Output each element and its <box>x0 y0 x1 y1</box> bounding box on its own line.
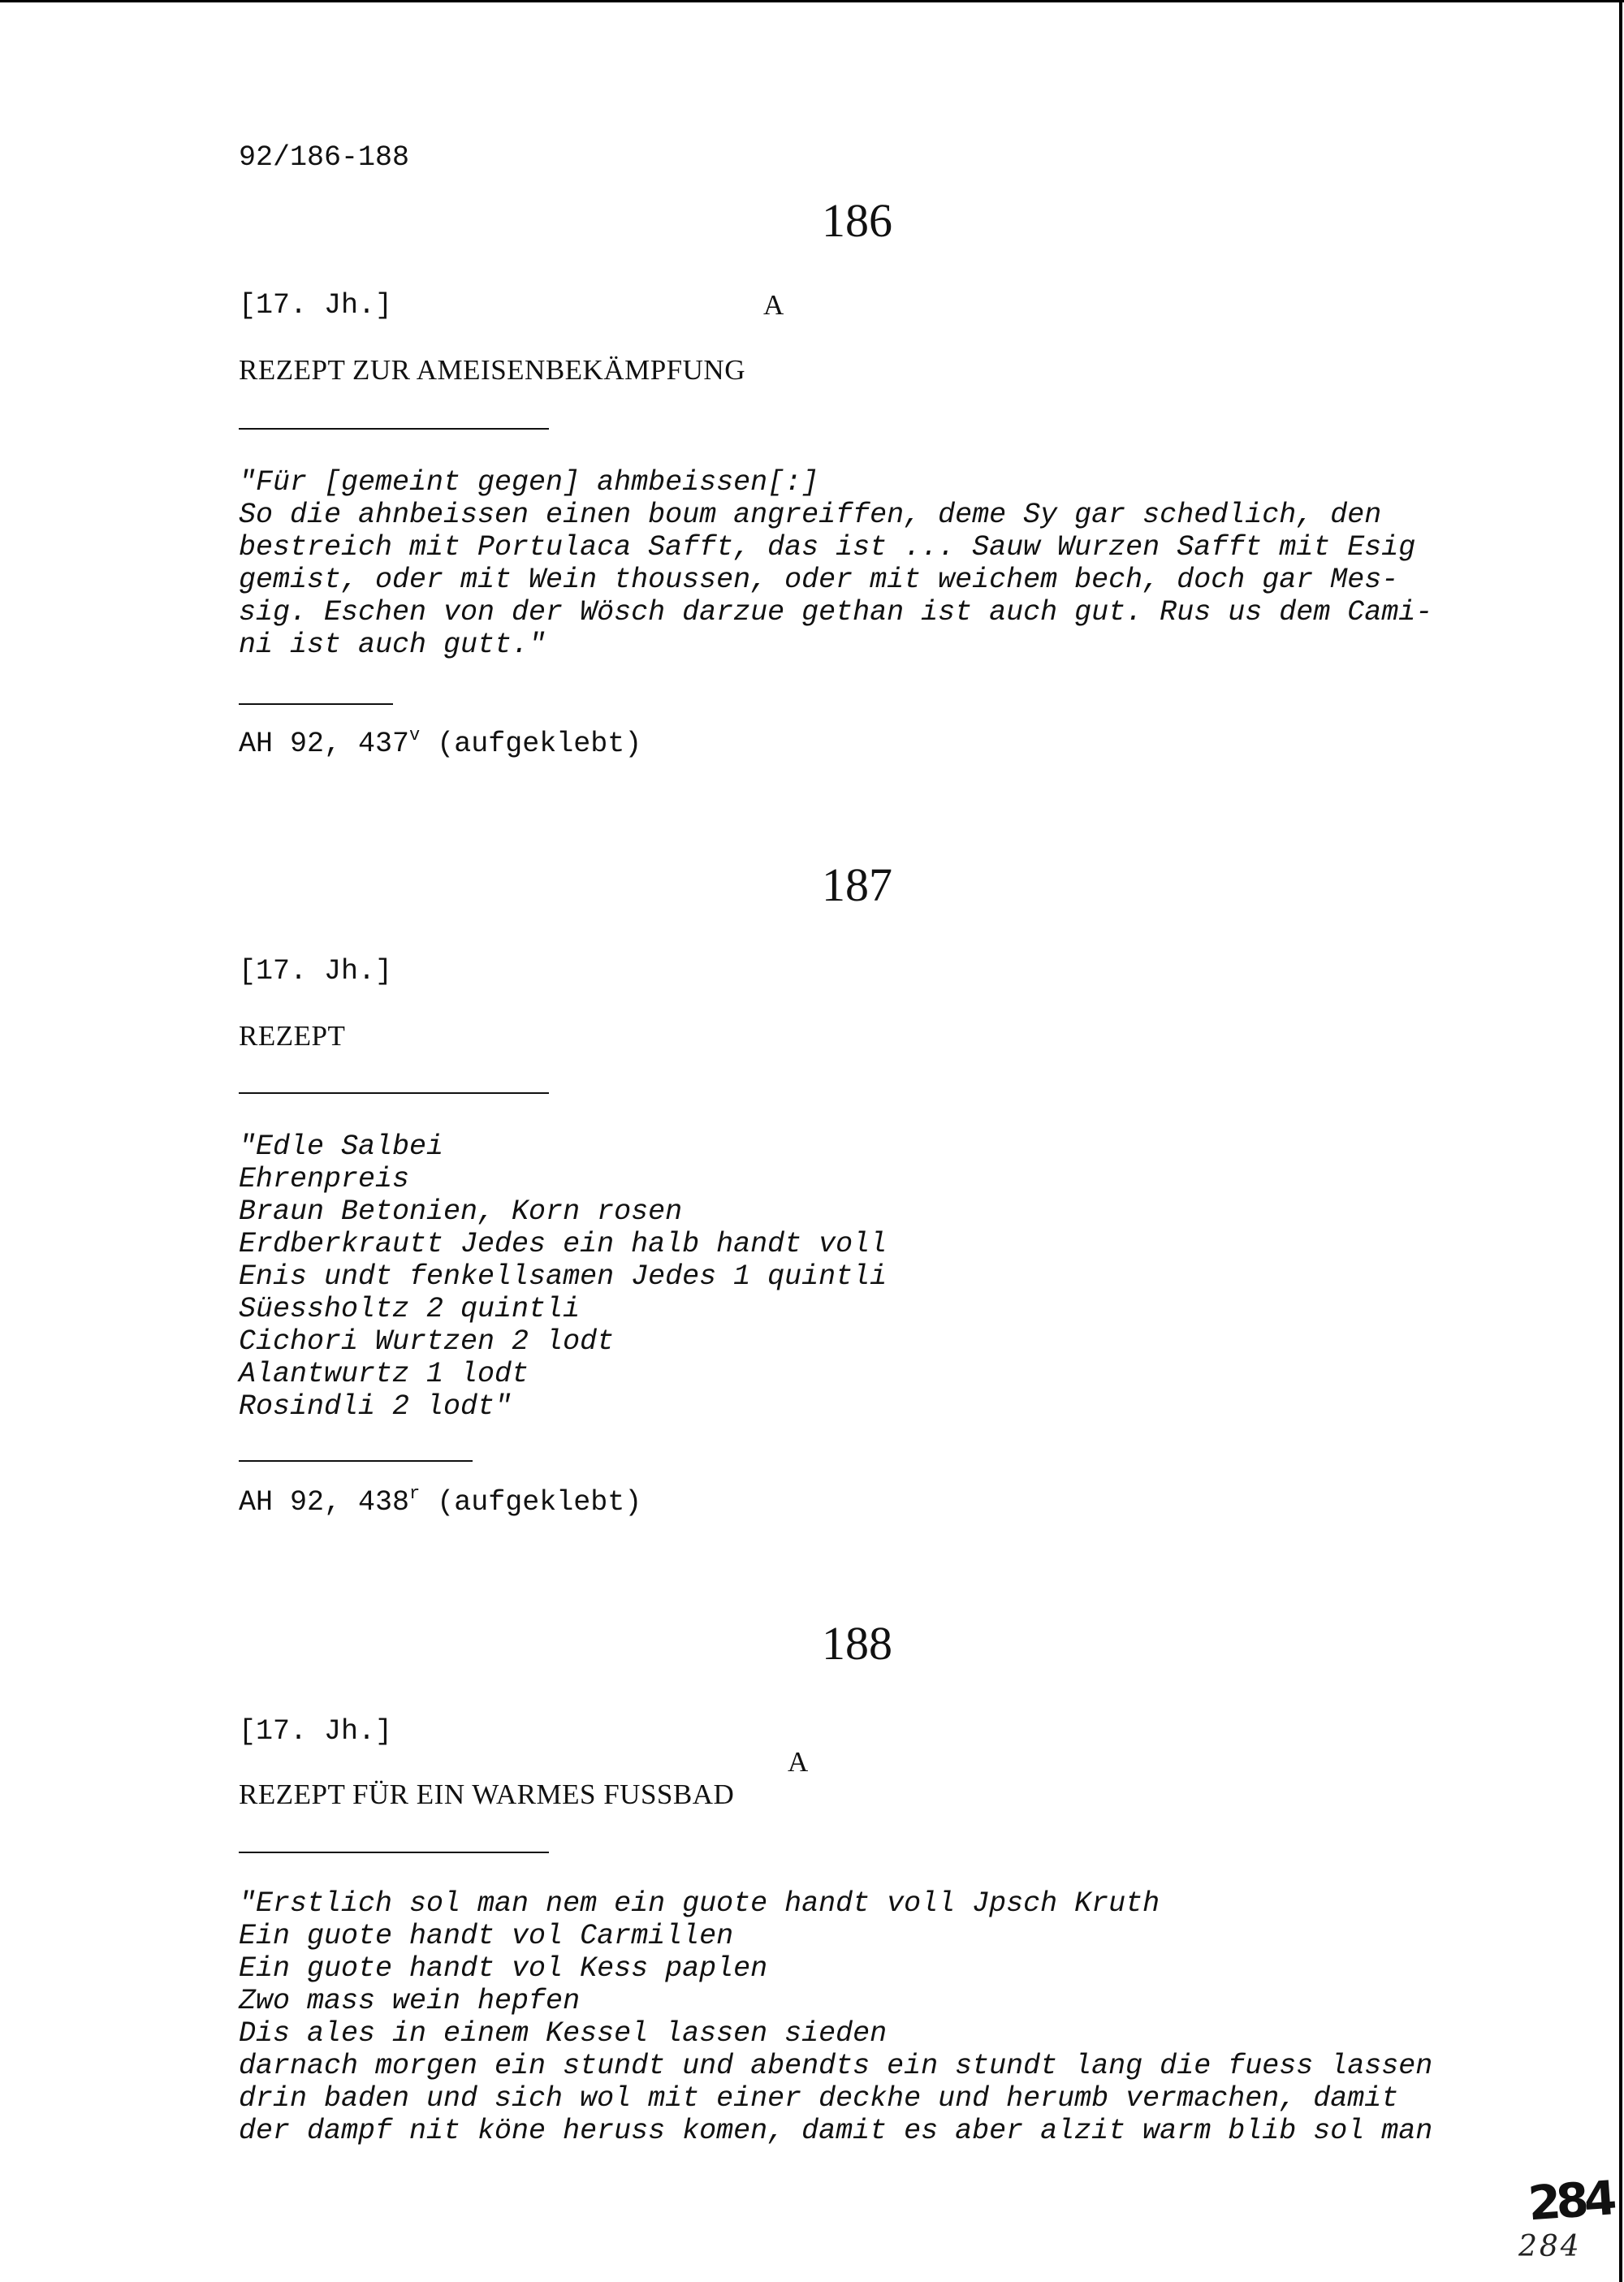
entry-187-title: REZEPT <box>239 1020 346 1052</box>
source-note: (aufgeklebt) <box>420 728 642 760</box>
entry-186-text <box>239 466 1505 661</box>
text-line: bestreich mit Portulaca Safft, das ist ... Sauw Wurzen Safft mit Esig <box>239 531 1416 564</box>
scan-right-border <box>1619 0 1622 2282</box>
text-line: Alantwurtz 1 lodt <box>239 1358 529 1390</box>
source-ref: AH 92, 438 <box>239 1486 410 1519</box>
reference-code: 92/186-188 <box>239 141 410 174</box>
text-line: sig. Eschen von der Wösch darzue gethan ist auch gut. Rus us dem Cami- <box>239 596 1433 629</box>
text-line: darnach morgen ein stundt und abendts ein stundt lang die fuess lassen <box>239 2050 1433 2082</box>
entry-number-187: 187 <box>822 858 892 911</box>
text-line: Dis ales in einem Kessel lassen sieden <box>239 2017 888 2050</box>
text-line: Cichori Wurtzen 2 lodt <box>239 1325 615 1358</box>
entry-186-source <box>239 725 642 763</box>
entry-188-rule-top <box>239 1852 549 1853</box>
scan-top-border <box>0 0 1624 2</box>
text-line: Rosindli 2 lodt" <box>239 1390 512 1423</box>
entry-186-rule-top <box>239 428 549 430</box>
text-line: Süessholtz 2 quintli <box>239 1293 581 1325</box>
entry-number-188: 188 <box>822 1617 892 1670</box>
entry-188-date: [17. Jh.] <box>239 1715 393 1748</box>
entry-186-title: REZEPT ZUR AMEISENBEKÄMPFUNG <box>239 354 745 386</box>
text-line: "Edle Salbei <box>239 1130 444 1163</box>
entry-188-title: REZEPT FÜR EIN WARMES FUSSBAD <box>239 1778 735 1810</box>
text-line: Erdberkrautt Jedes ein halb handt voll <box>239 1228 888 1260</box>
entry-187-date: [17. Jh.] <box>239 955 393 988</box>
source-ref: AH 92, 437 <box>239 728 410 760</box>
text-line: "Erstlich sol man nem ein guote handt voll Jpsch Kruth <box>239 1887 1160 1920</box>
text-line: Ein guote handt vol Carmillen <box>239 1920 734 1952</box>
entry-186-marker: A <box>763 289 784 321</box>
text-line: drin baden und sich wol mit einer deckhe und herumb vermachen, damit <box>239 2082 1399 2115</box>
entry-187-rule-bottom <box>239 1460 473 1462</box>
source-folio-sup: v <box>409 725 421 746</box>
entry-187-source <box>239 1486 641 1522</box>
text-line: Braun Betonien, Korn rosen <box>239 1195 683 1228</box>
entry-188-marker: A <box>788 1746 809 1778</box>
text-line: der dampf nit köne heruss komen, damit es aber alzit warm blib sol man <box>239 2115 1433 2147</box>
text-line: So die ahnbeissen einen boum angreiffen, deme Sy gar schedlich, den <box>239 499 1382 531</box>
source-note: (aufgeklebt) <box>420 1486 642 1519</box>
entry-186-rule-bottom <box>239 703 393 705</box>
entry-188-text <box>239 1887 1505 2147</box>
text-line: Ein guote handt vol Kess paplen <box>239 1952 768 1985</box>
text-line: Ehrenpreis <box>239 1163 410 1195</box>
entry-187-rule-top <box>239 1092 549 1094</box>
page-number-handwritten: 284 <box>1518 2230 1582 2263</box>
source-folio-sup: r <box>409 1484 421 1504</box>
text-line: "Für [gemeint gegen] ahmbeissen[:] <box>239 466 819 499</box>
entry-186-date: [17. Jh.] <box>239 289 393 322</box>
text-line: gemist, oder mit Wein thoussen, oder mit weichem bech, doch gar Mes- <box>239 564 1399 596</box>
text-line: ni ist auch gutt." <box>239 629 546 661</box>
entry-number-186: 186 <box>822 194 892 247</box>
text-line: Enis undt fenkellsamen Jedes 1 quintli <box>239 1260 888 1293</box>
entry-187-text <box>239 1130 1505 1423</box>
page-number-stamp: 284 <box>1526 2170 1614 2232</box>
text-line: Zwo mass wein hepfen <box>239 1985 581 2017</box>
